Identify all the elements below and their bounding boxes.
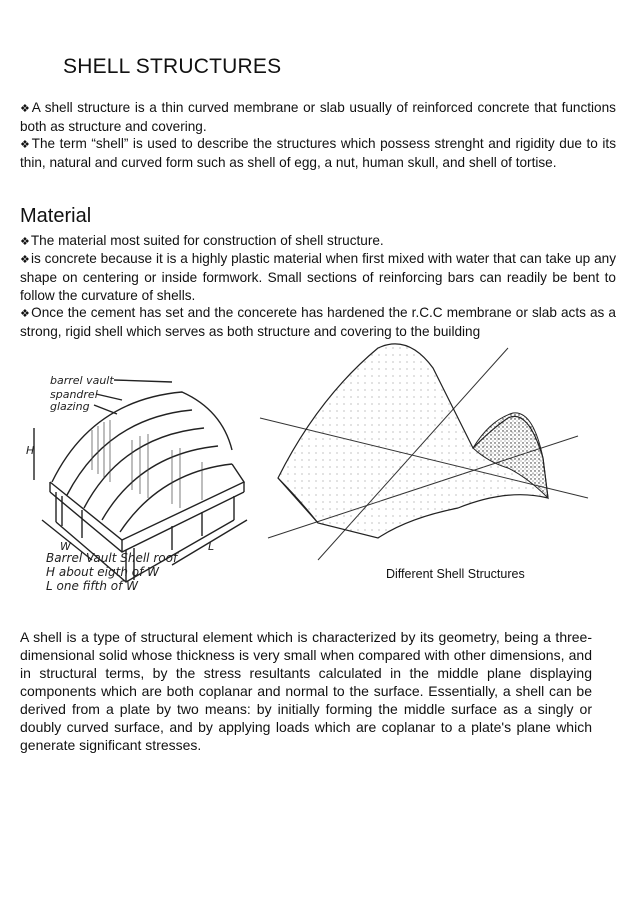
figure-caption: Different Shell Structures: [386, 567, 525, 581]
intro-bullet-2: ❖ The term “shell” is used to describe the structures which possess strenght and rigidity due to its thin, natural and curved form such as shell of egg, a nut, human skull, and shell of tortise.: [20, 135, 616, 172]
label-glazing: glazing: [50, 400, 90, 413]
intro-bullet-1: ❖ A shell structure is a thin curved membrane or slab usually of reinforced concrete that functions both as structure and covering.: [20, 99, 616, 136]
material-bullet-2: ❖ is concrete because it is a highly plastic material when first mixed with water that can take up any shape on centering or inside formwork. Small sections of reinforcing bars can readily be bent to follow the curvature of shells.: [20, 250, 616, 305]
material-bullet-1: ❖ The material most suited for construction of shell structure.: [20, 232, 616, 251]
note-h: H about eigth of W: [46, 565, 159, 579]
note-barrel-vault: Barrel Vault Shell roof: [46, 551, 178, 565]
dim-h: H: [26, 444, 35, 457]
curved-shell-figure: [258, 338, 598, 563]
material-heading: Material: [20, 205, 92, 227]
label-barrel-vault: barrel vault: [50, 374, 114, 387]
barrel-vault-figure: [22, 370, 257, 600]
shell-description: A shell is a type of structural element which is characterized by its geometry, being a three-dimensional solid whose thickness is very small when compared with other dimensions, and in structural terms, by the stress resultants calculated in the middle plane displaying components which are both coplanar and normal to the surface. Essentially, a shell can be derived from a plate by two means: by initially forming the middle surface as a singly or doubly curved surface, and by applying loads which are coplanar to a plate's plane which generate significant stresses.: [20, 629, 592, 753]
material-bullet-3: ❖ Once the cement has set and the concerete has hardened the r.C.C membrane or slab acts as a strong, rigid shell which serves as both structure and covering to the building: [20, 304, 616, 341]
dim-w: W: [60, 540, 71, 553]
note-l: L one fifth of W: [46, 579, 138, 593]
page-title: SHELL STRUCTURES: [63, 55, 282, 78]
dim-l: L: [208, 540, 215, 553]
label-spandrel: spandrel: [50, 388, 98, 401]
